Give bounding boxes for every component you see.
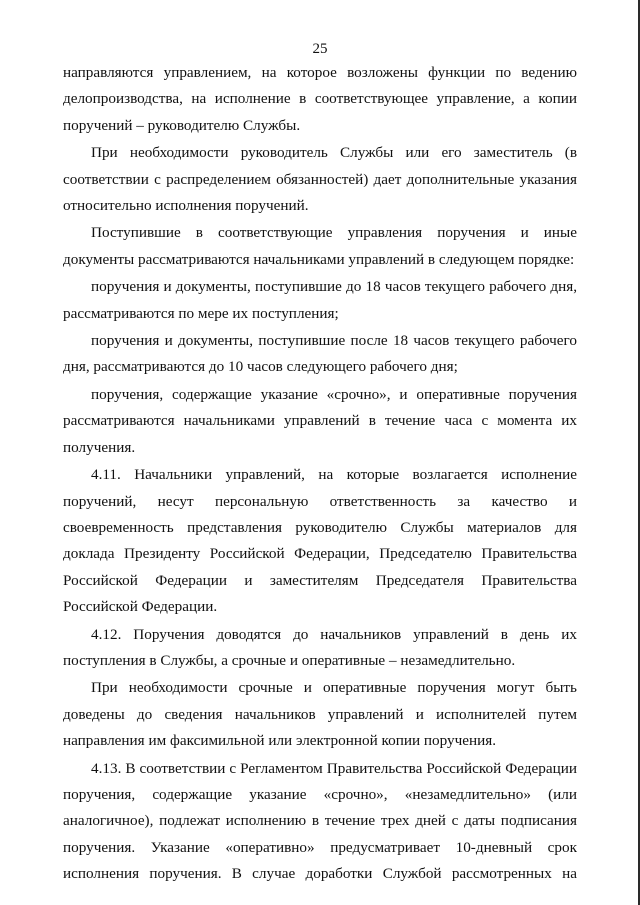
paragraph-4-13: 4.13. В соответствии с Регламентом Правительства Российской Федерации поручения, содержащие указание «срочно», «незамедлительно» (или аналогичное), подлежат исполнению в течение трех дней с даты подписания поручения. Указание «оперативно» предусматривает 10-дневный срок исполнения поручения. В случае доработки Службой рассмотренных на — [63, 759, 577, 883]
paragraph-continuation: направляются управлением, на которое возложены функции по ведению делопроизводства, на исполнение в соответствующее управление, а копии поручений – руководителю Службы. — [63, 64, 577, 134]
paragraph-4-12: 4.12. Поручения доводятся до начальников управлений в день их поступления в Службы, а срочные и оперативные – незамедлительно. — [63, 625, 577, 669]
paragraph-after-18: поручения и документы, поступившие после 18 часов текущего рабочего дня, рассматриваются до 10 часов следующего рабочего дня; — [63, 332, 577, 376]
page-number: 25 — [312, 41, 328, 57]
document-body — [63, 60, 577, 888]
paragraph-4-11: 4.11. Начальники управлений, на которые возлагается исполнение поручений, несут персональную ответственность за качество и своевременность представления руководителю Службы материалов для доклада Президенту Российской Федерации, Председателю Правительства Российской Федерации и заместителям Председателя Правительства Российской Федерации. — [63, 466, 577, 616]
paragraph-review-order: Поступившие в соответствующие управления поручения и иные документы рассматриваются начальниками управлений в следующем порядке: — [63, 224, 577, 268]
paragraph-head-instructions: При необходимости руководитель Службы или его заместитель (в соответствии с распределением обязанностей) дает дополнительные указания относительно исполнения поручений. — [63, 144, 577, 215]
paragraph-before-18: поручения и документы, поступившие до 18 часов текущего рабочего дня, рассматриваются по мере их поступления; — [63, 278, 577, 322]
paragraph-urgent: поручения, содержащие указание «срочно», и оперативные поручения рассматриваются начальниками управлений в течение часа с момента их получения. — [63, 385, 577, 456]
paragraph-fax-copy: При необходимости срочные и оперативные поручения могут быть доведены до сведения начальников управлений и исполнителей путем направления им факсимильной или электронной копии поручения. — [63, 679, 577, 750]
